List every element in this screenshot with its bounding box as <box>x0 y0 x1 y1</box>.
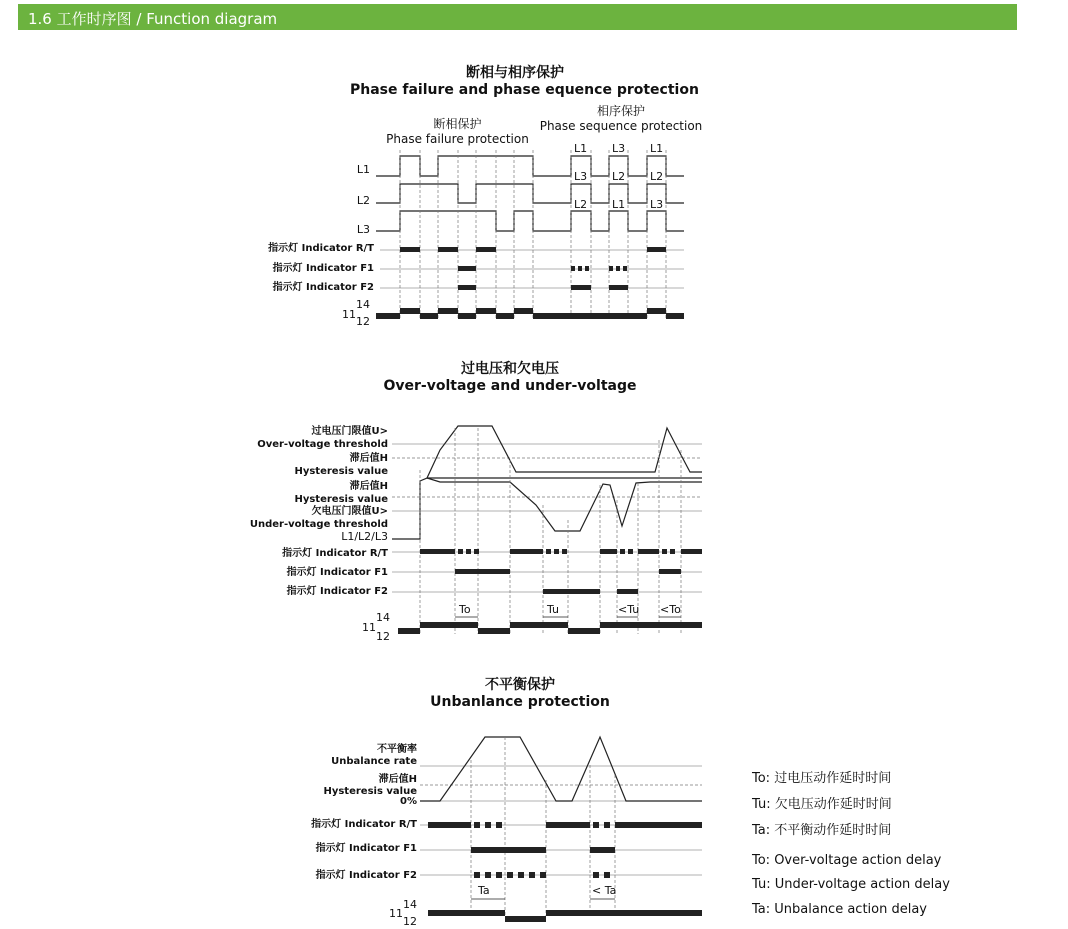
seq-tag-4: L3 <box>612 142 626 155</box>
seq-tag-8: L1 <box>612 198 626 211</box>
hysteresis-label-upper-en: Hysteresis value <box>294 466 388 477</box>
u-zero-label: 0% <box>400 796 417 807</box>
l1-waveform <box>376 156 684 176</box>
unbalance-indicator-bars <box>428 822 702 922</box>
u-row-label-indicator-f1: 指示灯 Indicator F1 <box>315 843 417 854</box>
v-row-label-indicator-f1: 指示灯 Indicator F1 <box>286 567 388 578</box>
u-hysteresis-label-en: Hysteresis value <box>323 786 417 797</box>
relay-label-12: 12 <box>356 315 370 328</box>
v-relay-label-12: 12 <box>376 630 390 643</box>
u-relay-label-14: 14 <box>403 898 417 911</box>
unbalance-rate-label-en: Unbalance rate <box>331 756 417 767</box>
tag-lto: <To <box>660 603 681 616</box>
seq-tag-5: L2 <box>612 170 626 183</box>
note-ta-en: Ta: Unbalance action delay <box>752 902 928 917</box>
row-label-l1: L1 <box>356 163 370 176</box>
tag-ltu: <Tu <box>618 603 640 616</box>
v-row-label-indicator-f2: 指示灯 Indicator F2 <box>286 586 388 597</box>
voltage-title-en: Over-voltage and under-voltage <box>383 378 637 394</box>
u-relay-label-12: 12 <box>403 915 417 928</box>
seq-tag-2: L3 <box>574 170 588 183</box>
unbalance-title-cn: 不平衡保护 <box>485 677 555 693</box>
tag-ta: Ta <box>478 884 490 897</box>
ov-threshold-label-en: Over-voltage threshold <box>257 439 388 450</box>
row-label-l2: L2 <box>356 194 370 207</box>
u-row-label-indicator-rt: 指示灯 Indicator R/T <box>311 819 417 830</box>
uv-waveform <box>427 478 702 531</box>
note-ta-cn: Ta: 不平衡动作延时时间 <box>752 823 892 838</box>
signal-label-l1l2l3: L1/L2/L3 <box>341 530 388 543</box>
seq-tag-7: L2 <box>574 198 588 211</box>
note-to-cn: To: 过电压动作延时时间 <box>752 771 892 786</box>
hysteresis-label-lower-cn: 滞后值H <box>349 481 388 492</box>
phase-indicator-bars <box>376 247 684 319</box>
row-label-indicator-f2: 指示灯 Indicator F2 <box>272 282 374 293</box>
v-row-label-indicator-rt: 指示灯 Indicator R/T <box>282 548 388 559</box>
phase-sequence-subtitle-cn: 相序保护 <box>596 104 645 118</box>
hysteresis-label-upper-cn: 滞后值H <box>349 453 388 464</box>
seq-tag-9: L3 <box>650 198 664 211</box>
row-label-indicator-rt: 指示灯 Indicator R/T <box>268 243 374 254</box>
unbalance-title-en: Unbanlance protection <box>430 694 610 710</box>
unbalance-timing-tags <box>477 884 616 897</box>
phase-sequence-tags <box>574 142 663 211</box>
note-tu-en: Tu: Under-voltage action delay <box>752 877 950 892</box>
l2-waveform <box>376 184 684 203</box>
phase-failure-subtitle-cn: 断相保护 <box>433 117 482 131</box>
tag-to: To <box>459 603 471 616</box>
tag-lta: < Ta <box>592 884 617 897</box>
note-to-en: To: Over-voltage action delay <box>752 853 942 868</box>
u-hysteresis-label-cn: 滞后值H <box>378 774 417 785</box>
hysteresis-label-lower-en: Hysteresis value <box>294 494 388 505</box>
tag-tu: Tu <box>547 603 560 616</box>
uv-threshold-label-en: Under-voltage threshold <box>249 519 388 530</box>
uv-threshold-label-cn: 欠电压门限值U> <box>311 506 388 517</box>
seq-tag-1: L1 <box>574 142 588 155</box>
seq-tag-6: L2 <box>650 170 664 183</box>
unbalance-rate-label-cn: 不平衡率 <box>377 744 417 755</box>
v-relay-label-11: 11 <box>362 621 376 634</box>
phase-title-cn: 断相与相序保护 <box>466 65 564 81</box>
voltage-indicator-bars <box>398 549 702 634</box>
note-tu-cn: Tu: 欠电压动作延时时间 <box>752 797 892 812</box>
relay-label-11: 11 <box>342 308 356 321</box>
l3-waveform <box>376 211 684 231</box>
ov-threshold-label-cn: 过电压门限值U> <box>311 426 388 437</box>
phase-sequence-subtitle-en: Phase sequence protection <box>539 119 703 133</box>
row-label-l3: L3 <box>356 223 370 236</box>
voltage-title-cn: 过电压和欠电压 <box>461 361 559 377</box>
section-header-title: 1.6 工作时序图 / Function diagram <box>28 10 278 28</box>
u-relay-label-11: 11 <box>389 907 403 920</box>
relay-label-14: 14 <box>356 298 370 311</box>
u-row-label-indicator-f2: 指示灯 Indicator F2 <box>315 870 417 881</box>
phase-failure-subtitle-en: Phase failure protection <box>386 132 529 146</box>
voltage-timing-tags <box>458 603 681 616</box>
phase-title-en: Phase failure and phase equence protection <box>350 82 699 98</box>
v-relay-label-14: 14 <box>376 611 390 624</box>
row-label-indicator-f1: 指示灯 Indicator F1 <box>272 263 374 274</box>
seq-tag-3: L1 <box>650 142 664 155</box>
unbalance-waveform <box>420 737 702 801</box>
